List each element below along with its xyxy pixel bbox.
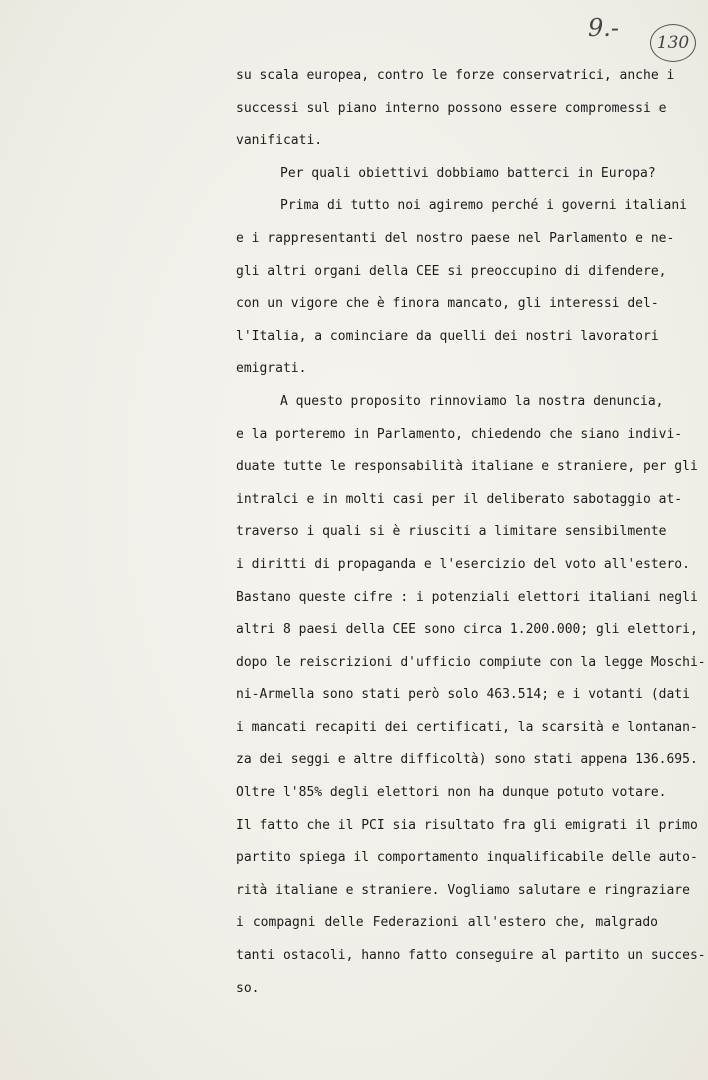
text-line: Oltre l'85% degli elettori non ha dunque potuto votare.: [236, 785, 667, 801]
text-line: duate tutte le responsabilità italiane e straniere, per gli: [236, 459, 698, 475]
text-line: Il fatto che il PCI sia risultato fra gli emigrati il primo: [236, 817, 698, 833]
text-line: rità italiane e straniere. Vogliamo salutare e ringraziare: [236, 882, 690, 898]
text-line: tanti ostacoli, hanno fatto conseguire al partito un succes-: [236, 948, 706, 964]
text-line: i compagni delle Federazioni all'estero che, malgrado: [236, 915, 658, 931]
text-line: su scala europea, contro le forze conservatrici, anche i: [236, 68, 675, 83]
text-line: emigrati.: [236, 361, 307, 377]
text-line: ni-Armella sono stati però solo 463.514; e i votanti (dati: [236, 687, 690, 703]
text-line: con un vigore che è finora mancato, gli interessi del-: [236, 296, 659, 312]
text-line: successi sul piano interno possono essere compromessi e: [236, 100, 667, 116]
text-line: e i rappresentanti del nostro paese nel Parlamento e ne-: [236, 230, 675, 246]
text-line: partito spiega il comportamento inqualificabile delle auto-: [236, 850, 698, 866]
text-line: vanificati.: [236, 133, 323, 149]
text-line: altri 8 paesi della CEE sono circa 1.200.000; gli elettori,: [236, 622, 698, 638]
text-line: l'Italia, a cominciare da quelli dei nostri lavoratori: [236, 328, 659, 344]
text-line: intralci e in molti casi per il deliberato sabotaggio at-: [236, 491, 683, 507]
text-line: dopo le reiscrizioni d'ufficio compiute con la legge Moschi-: [236, 654, 706, 670]
text-line: gli altri organi della CEE si preoccupino di difendere,: [236, 263, 667, 279]
text-line: za dei seggi e altre difficoltà) sono stati appena 136.695.: [236, 752, 698, 768]
text-line: Per quali obiettivi dobbiamo batterci in Europa?: [280, 165, 656, 181]
text-line: i mancati recapiti dei certificati, la scarsità e lontanan-: [236, 719, 698, 735]
body-text: [236, 60, 706, 1005]
text-line: so.: [236, 980, 260, 996]
text-line: e la porteremo in Parlamento, chiedendo che siano indivi-: [236, 426, 683, 442]
page-number: 9.-: [588, 14, 620, 42]
text-line: Bastano queste cifre : i potenziali elettori italiani negli: [236, 589, 698, 605]
text-line: Prima di tutto noi agiremo perché i governi italiani: [280, 198, 687, 214]
text-line: A questo proposito rinnoviamo la nostra denuncia,: [280, 393, 664, 409]
text-line: i diritti di propaganda e l'esercizio del voto all'estero.: [236, 556, 690, 572]
archive-stamp-number: 130: [650, 24, 696, 62]
text-line: traverso i quali si è riusciti a limitare sensibilmente: [236, 524, 667, 540]
